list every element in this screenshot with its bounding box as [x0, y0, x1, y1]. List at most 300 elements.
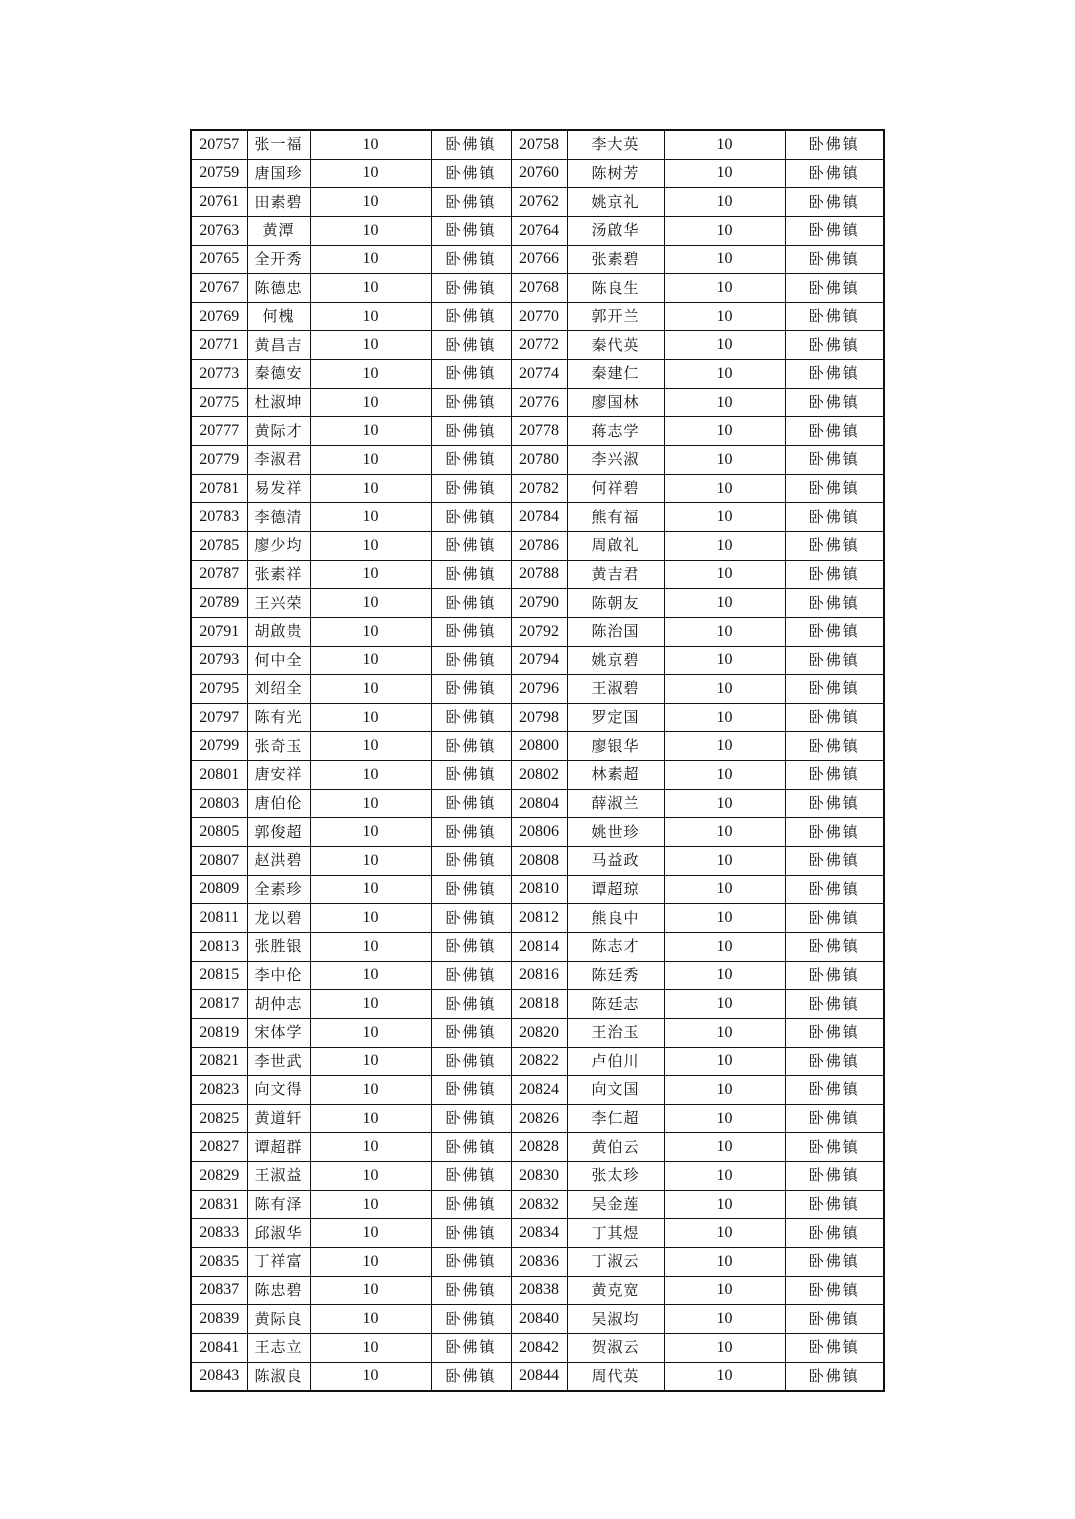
- record-number-cell: 20832: [511, 1190, 567, 1219]
- town-name-cell: 卧佛镇: [785, 1190, 884, 1219]
- amount-cell: 10: [310, 1047, 431, 1076]
- amount-cell: 10: [664, 932, 785, 961]
- record-number-cell: 20810: [511, 875, 567, 904]
- record-number-cell: 20786: [511, 531, 567, 560]
- table-row: [191, 761, 884, 790]
- amount-cell: 10: [310, 1104, 431, 1133]
- table-row: [191, 1333, 884, 1362]
- record-number-cell: 20826: [511, 1104, 567, 1133]
- person-name-cell: 邱淑华: [247, 1219, 310, 1248]
- record-number-cell: 20771: [191, 331, 247, 360]
- record-number-cell: 20844: [511, 1362, 567, 1391]
- town-name-cell: 卧佛镇: [431, 1018, 511, 1047]
- record-number-cell: 20779: [191, 446, 247, 475]
- table-row: [191, 646, 884, 675]
- person-name-cell: 易发祥: [247, 474, 310, 503]
- table-row: [191, 961, 884, 990]
- person-name-cell: 李淑君: [247, 446, 310, 475]
- person-name-cell: 赵洪碧: [247, 847, 310, 876]
- record-number-cell: 20809: [191, 875, 247, 904]
- amount-cell: 10: [664, 1162, 785, 1191]
- amount-cell: 10: [664, 1076, 785, 1105]
- town-name-cell: 卧佛镇: [785, 1162, 884, 1191]
- person-name-cell: 丁祥富: [247, 1247, 310, 1276]
- amount-cell: 10: [310, 1018, 431, 1047]
- person-name-cell: 向文得: [247, 1076, 310, 1105]
- record-number-cell: 20796: [511, 675, 567, 704]
- record-number-cell: 20800: [511, 732, 567, 761]
- town-name-cell: 卧佛镇: [431, 331, 511, 360]
- amount-cell: 10: [664, 875, 785, 904]
- town-name-cell: 卧佛镇: [785, 1104, 884, 1133]
- record-number-cell: 20775: [191, 388, 247, 417]
- person-name-cell: 汤啟华: [567, 216, 664, 245]
- town-name-cell: 卧佛镇: [785, 417, 884, 446]
- record-number-cell: 20766: [511, 245, 567, 274]
- table-row: [191, 1276, 884, 1305]
- record-number-cell: 20831: [191, 1190, 247, 1219]
- record-number-cell: 20776: [511, 388, 567, 417]
- town-name-cell: 卧佛镇: [785, 1047, 884, 1076]
- record-number-cell: 20819: [191, 1018, 247, 1047]
- table-row: [191, 1162, 884, 1191]
- amount-cell: 10: [664, 1276, 785, 1305]
- record-number-cell: 20799: [191, 732, 247, 761]
- record-number-cell: 20773: [191, 360, 247, 389]
- table-row: [191, 274, 884, 303]
- town-name-cell: 卧佛镇: [785, 1247, 884, 1276]
- person-name-cell: 何中全: [247, 646, 310, 675]
- record-number-cell: 20797: [191, 703, 247, 732]
- record-number-cell: 20795: [191, 675, 247, 704]
- person-name-cell: 陈治国: [567, 617, 664, 646]
- table-row: [191, 1247, 884, 1276]
- person-name-cell: 王志立: [247, 1333, 310, 1362]
- amount-cell: 10: [310, 360, 431, 389]
- town-name-cell: 卧佛镇: [431, 818, 511, 847]
- record-number-cell: 20835: [191, 1247, 247, 1276]
- amount-cell: 10: [310, 1247, 431, 1276]
- amount-cell: 10: [310, 932, 431, 961]
- town-name-cell: 卧佛镇: [431, 1362, 511, 1391]
- person-name-cell: 吴淑均: [567, 1305, 664, 1334]
- record-number-cell: 20789: [191, 589, 247, 618]
- town-name-cell: 卧佛镇: [431, 932, 511, 961]
- town-name-cell: 卧佛镇: [785, 446, 884, 475]
- amount-cell: 10: [310, 789, 431, 818]
- person-name-cell: 胡啟贵: [247, 617, 310, 646]
- person-name-cell: 陈忠碧: [247, 1276, 310, 1305]
- town-name-cell: 卧佛镇: [785, 761, 884, 790]
- amount-cell: 10: [664, 560, 785, 589]
- record-number-cell: 20804: [511, 789, 567, 818]
- person-name-cell: 廖银华: [567, 732, 664, 761]
- person-name-cell: 张胜银: [247, 932, 310, 961]
- person-name-cell: 薛淑兰: [567, 789, 664, 818]
- person-name-cell: 陈树芳: [567, 159, 664, 188]
- amount-cell: 10: [664, 589, 785, 618]
- amount-cell: 10: [310, 302, 431, 331]
- person-name-cell: 姚京礼: [567, 188, 664, 217]
- town-name-cell: 卧佛镇: [431, 503, 511, 532]
- record-number-cell: 20814: [511, 932, 567, 961]
- town-name-cell: 卧佛镇: [431, 1247, 511, 1276]
- table-row: [191, 617, 884, 646]
- record-number-cell: 20765: [191, 245, 247, 274]
- amount-cell: 10: [310, 675, 431, 704]
- person-name-cell: 丁其煜: [567, 1219, 664, 1248]
- table-row: [191, 1018, 884, 1047]
- record-number-cell: 20822: [511, 1047, 567, 1076]
- person-name-cell: 郭俊超: [247, 818, 310, 847]
- amount-cell: 10: [664, 961, 785, 990]
- town-name-cell: 卧佛镇: [431, 789, 511, 818]
- person-name-cell: 宋体学: [247, 1018, 310, 1047]
- record-number-cell: 20772: [511, 331, 567, 360]
- town-name-cell: 卧佛镇: [785, 789, 884, 818]
- record-number-cell: 20830: [511, 1162, 567, 1191]
- town-name-cell: 卧佛镇: [785, 560, 884, 589]
- town-name-cell: 卧佛镇: [431, 617, 511, 646]
- person-name-cell: 陈有泽: [247, 1190, 310, 1219]
- person-name-cell: 卢伯川: [567, 1047, 664, 1076]
- person-name-cell: 张奇玉: [247, 732, 310, 761]
- town-name-cell: 卧佛镇: [785, 1076, 884, 1105]
- roster-table: [190, 129, 885, 1392]
- record-number-cell: 20828: [511, 1133, 567, 1162]
- town-name-cell: 卧佛镇: [785, 1362, 884, 1391]
- person-name-cell: 马益政: [567, 847, 664, 876]
- table-row: [191, 589, 884, 618]
- town-name-cell: 卧佛镇: [431, 188, 511, 217]
- record-number-cell: 20817: [191, 990, 247, 1019]
- person-name-cell: 唐伯伦: [247, 789, 310, 818]
- table-row: [191, 703, 884, 732]
- table-row: [191, 789, 884, 818]
- person-name-cell: 全素珍: [247, 875, 310, 904]
- person-name-cell: 黄际才: [247, 417, 310, 446]
- record-number-cell: 20821: [191, 1047, 247, 1076]
- person-name-cell: 李大英: [567, 130, 664, 159]
- table-row: [191, 417, 884, 446]
- record-number-cell: 20829: [191, 1162, 247, 1191]
- table-row: [191, 159, 884, 188]
- amount-cell: 10: [664, 761, 785, 790]
- record-number-cell: 20815: [191, 961, 247, 990]
- amount-cell: 10: [310, 188, 431, 217]
- record-number-cell: 20793: [191, 646, 247, 675]
- record-number-cell: 20820: [511, 1018, 567, 1047]
- person-name-cell: 唐安祥: [247, 761, 310, 790]
- person-name-cell: 熊有福: [567, 503, 664, 532]
- person-name-cell: 李兴淑: [567, 446, 664, 475]
- person-name-cell: 陈淑良: [247, 1362, 310, 1391]
- town-name-cell: 卧佛镇: [431, 388, 511, 417]
- town-name-cell: 卧佛镇: [431, 216, 511, 245]
- amount-cell: 10: [310, 417, 431, 446]
- amount-cell: 10: [664, 216, 785, 245]
- record-number-cell: 20788: [511, 560, 567, 589]
- person-name-cell: 刘绍全: [247, 675, 310, 704]
- amount-cell: 10: [664, 1190, 785, 1219]
- record-number-cell: 20807: [191, 847, 247, 876]
- table-row: [191, 904, 884, 933]
- amount-cell: 10: [664, 130, 785, 159]
- person-name-cell: 全开秀: [247, 245, 310, 274]
- table-row: [191, 302, 884, 331]
- record-number-cell: 20787: [191, 560, 247, 589]
- person-name-cell: 罗定国: [567, 703, 664, 732]
- town-name-cell: 卧佛镇: [785, 703, 884, 732]
- town-name-cell: 卧佛镇: [785, 388, 884, 417]
- town-name-cell: 卧佛镇: [785, 847, 884, 876]
- town-name-cell: 卧佛镇: [785, 617, 884, 646]
- town-name-cell: 卧佛镇: [431, 474, 511, 503]
- table-row: [191, 1305, 884, 1334]
- amount-cell: 10: [664, 789, 785, 818]
- table-row: [191, 531, 884, 560]
- amount-cell: 10: [664, 188, 785, 217]
- record-number-cell: 20769: [191, 302, 247, 331]
- table-row: [191, 216, 884, 245]
- table-row: [191, 932, 884, 961]
- amount-cell: 10: [310, 818, 431, 847]
- town-name-cell: 卧佛镇: [785, 1219, 884, 1248]
- town-name-cell: 卧佛镇: [785, 818, 884, 847]
- person-name-cell: 龙以碧: [247, 904, 310, 933]
- record-number-cell: 20803: [191, 789, 247, 818]
- record-number-cell: 20768: [511, 274, 567, 303]
- person-name-cell: 林素超: [567, 761, 664, 790]
- person-name-cell: 李德清: [247, 503, 310, 532]
- town-name-cell: 卧佛镇: [431, 1333, 511, 1362]
- record-number-cell: 20805: [191, 818, 247, 847]
- amount-cell: 10: [310, 1219, 431, 1248]
- table-row: [191, 990, 884, 1019]
- town-name-cell: 卧佛镇: [785, 932, 884, 961]
- town-name-cell: 卧佛镇: [785, 503, 884, 532]
- town-name-cell: 卧佛镇: [431, 560, 511, 589]
- town-name-cell: 卧佛镇: [431, 302, 511, 331]
- person-name-cell: 秦德安: [247, 360, 310, 389]
- amount-cell: 10: [310, 1276, 431, 1305]
- record-number-cell: 20838: [511, 1276, 567, 1305]
- table-row: [191, 188, 884, 217]
- amount-cell: 10: [664, 675, 785, 704]
- record-number-cell: 20808: [511, 847, 567, 876]
- person-name-cell: 陈廷志: [567, 990, 664, 1019]
- amount-cell: 10: [310, 646, 431, 675]
- town-name-cell: 卧佛镇: [785, 875, 884, 904]
- amount-cell: 10: [310, 961, 431, 990]
- record-number-cell: 20757: [191, 130, 247, 159]
- town-name-cell: 卧佛镇: [431, 1047, 511, 1076]
- amount-cell: 10: [664, 446, 785, 475]
- town-name-cell: 卧佛镇: [431, 1133, 511, 1162]
- amount-cell: 10: [310, 1133, 431, 1162]
- amount-cell: 10: [310, 589, 431, 618]
- town-name-cell: 卧佛镇: [785, 1018, 884, 1047]
- person-name-cell: 廖国林: [567, 388, 664, 417]
- person-name-cell: 李仁超: [567, 1104, 664, 1133]
- record-number-cell: 20783: [191, 503, 247, 532]
- table-row: [191, 732, 884, 761]
- person-name-cell: 何祥碧: [567, 474, 664, 503]
- table-row: [191, 560, 884, 589]
- town-name-cell: 卧佛镇: [431, 245, 511, 274]
- town-name-cell: 卧佛镇: [431, 1219, 511, 1248]
- amount-cell: 10: [310, 1362, 431, 1391]
- person-name-cell: 张太珍: [567, 1162, 664, 1191]
- table-row: [191, 1219, 884, 1248]
- amount-cell: 10: [310, 761, 431, 790]
- table-row: [191, 503, 884, 532]
- person-name-cell: 黄昌吉: [247, 331, 310, 360]
- town-name-cell: 卧佛镇: [785, 245, 884, 274]
- table-row: [191, 1133, 884, 1162]
- amount-cell: 10: [310, 245, 431, 274]
- town-name-cell: 卧佛镇: [785, 302, 884, 331]
- town-name-cell: 卧佛镇: [785, 159, 884, 188]
- amount-cell: 10: [310, 331, 431, 360]
- record-number-cell: 20842: [511, 1333, 567, 1362]
- record-number-cell: 20834: [511, 1219, 567, 1248]
- person-name-cell: 何槐: [247, 302, 310, 331]
- table-row: [191, 130, 884, 159]
- person-name-cell: 陈志才: [567, 932, 664, 961]
- person-name-cell: 唐国珍: [247, 159, 310, 188]
- record-number-cell: 20764: [511, 216, 567, 245]
- amount-cell: 10: [664, 531, 785, 560]
- town-name-cell: 卧佛镇: [785, 216, 884, 245]
- amount-cell: 10: [310, 1333, 431, 1362]
- town-name-cell: 卧佛镇: [431, 1104, 511, 1133]
- town-name-cell: 卧佛镇: [785, 1333, 884, 1362]
- table-row: [191, 245, 884, 274]
- amount-cell: 10: [664, 302, 785, 331]
- record-number-cell: 20792: [511, 617, 567, 646]
- town-name-cell: 卧佛镇: [785, 990, 884, 1019]
- record-number-cell: 20759: [191, 159, 247, 188]
- record-number-cell: 20790: [511, 589, 567, 618]
- town-name-cell: 卧佛镇: [431, 847, 511, 876]
- person-name-cell: 王治玉: [567, 1018, 664, 1047]
- town-name-cell: 卧佛镇: [785, 646, 884, 675]
- table-row: [191, 388, 884, 417]
- amount-cell: 10: [310, 1305, 431, 1334]
- town-name-cell: 卧佛镇: [431, 159, 511, 188]
- record-number-cell: 20825: [191, 1104, 247, 1133]
- amount-cell: 10: [310, 904, 431, 933]
- town-name-cell: 卧佛镇: [431, 675, 511, 704]
- amount-cell: 10: [664, 703, 785, 732]
- town-name-cell: 卧佛镇: [431, 1305, 511, 1334]
- table-row: [191, 360, 884, 389]
- person-name-cell: 张素碧: [567, 245, 664, 274]
- person-name-cell: 李世武: [247, 1047, 310, 1076]
- town-name-cell: 卧佛镇: [431, 732, 511, 761]
- amount-cell: 10: [310, 617, 431, 646]
- record-number-cell: 20777: [191, 417, 247, 446]
- table-row: [191, 331, 884, 360]
- person-name-cell: 李中伦: [247, 961, 310, 990]
- person-name-cell: 胡仲志: [247, 990, 310, 1019]
- record-number-cell: 20760: [511, 159, 567, 188]
- amount-cell: 10: [664, 503, 785, 532]
- amount-cell: 10: [664, 1047, 785, 1076]
- record-number-cell: 20816: [511, 961, 567, 990]
- amount-cell: 10: [310, 732, 431, 761]
- town-name-cell: 卧佛镇: [785, 331, 884, 360]
- town-name-cell: 卧佛镇: [431, 130, 511, 159]
- record-number-cell: 20812: [511, 904, 567, 933]
- amount-cell: 10: [664, 1333, 785, 1362]
- town-name-cell: 卧佛镇: [431, 1076, 511, 1105]
- record-number-cell: 20813: [191, 932, 247, 961]
- person-name-cell: 丁淑云: [567, 1247, 664, 1276]
- amount-cell: 10: [664, 990, 785, 1019]
- person-name-cell: 黄道轩: [247, 1104, 310, 1133]
- town-name-cell: 卧佛镇: [785, 732, 884, 761]
- person-name-cell: 姚世珍: [567, 818, 664, 847]
- person-name-cell: 吴金莲: [567, 1190, 664, 1219]
- person-name-cell: 黄吉君: [567, 560, 664, 589]
- amount-cell: 10: [310, 503, 431, 532]
- record-number-cell: 20839: [191, 1305, 247, 1334]
- amount-cell: 10: [664, 818, 785, 847]
- person-name-cell: 陈良生: [567, 274, 664, 303]
- town-name-cell: 卧佛镇: [431, 990, 511, 1019]
- amount-cell: 10: [664, 1104, 785, 1133]
- record-number-cell: 20791: [191, 617, 247, 646]
- person-name-cell: 熊良中: [567, 904, 664, 933]
- town-name-cell: 卧佛镇: [785, 675, 884, 704]
- record-number-cell: 20843: [191, 1362, 247, 1391]
- person-name-cell: 蒋志学: [567, 417, 664, 446]
- amount-cell: 10: [664, 331, 785, 360]
- table-row: [191, 1047, 884, 1076]
- person-name-cell: 周啟礼: [567, 531, 664, 560]
- person-name-cell: 秦建仁: [567, 360, 664, 389]
- person-name-cell: 杜淑坤: [247, 388, 310, 417]
- town-name-cell: 卧佛镇: [431, 1276, 511, 1305]
- amount-cell: 10: [664, 1018, 785, 1047]
- town-name-cell: 卧佛镇: [785, 188, 884, 217]
- person-name-cell: 廖少均: [247, 531, 310, 560]
- record-number-cell: 20774: [511, 360, 567, 389]
- person-name-cell: 陈廷秀: [567, 961, 664, 990]
- person-name-cell: 张一福: [247, 130, 310, 159]
- record-number-cell: 20836: [511, 1247, 567, 1276]
- person-name-cell: 王淑碧: [567, 675, 664, 704]
- amount-cell: 10: [310, 560, 431, 589]
- record-number-cell: 20837: [191, 1276, 247, 1305]
- roster-body: [191, 130, 884, 1391]
- record-number-cell: 20802: [511, 761, 567, 790]
- amount-cell: 10: [664, 732, 785, 761]
- amount-cell: 10: [664, 1247, 785, 1276]
- amount-cell: 10: [310, 159, 431, 188]
- town-name-cell: 卧佛镇: [431, 1190, 511, 1219]
- table-row: [191, 1190, 884, 1219]
- person-name-cell: 谭超群: [247, 1133, 310, 1162]
- person-name-cell: 王兴荣: [247, 589, 310, 618]
- record-number-cell: 20801: [191, 761, 247, 790]
- record-number-cell: 20823: [191, 1076, 247, 1105]
- person-name-cell: 王淑益: [247, 1162, 310, 1191]
- record-number-cell: 20798: [511, 703, 567, 732]
- person-name-cell: 秦代英: [567, 331, 664, 360]
